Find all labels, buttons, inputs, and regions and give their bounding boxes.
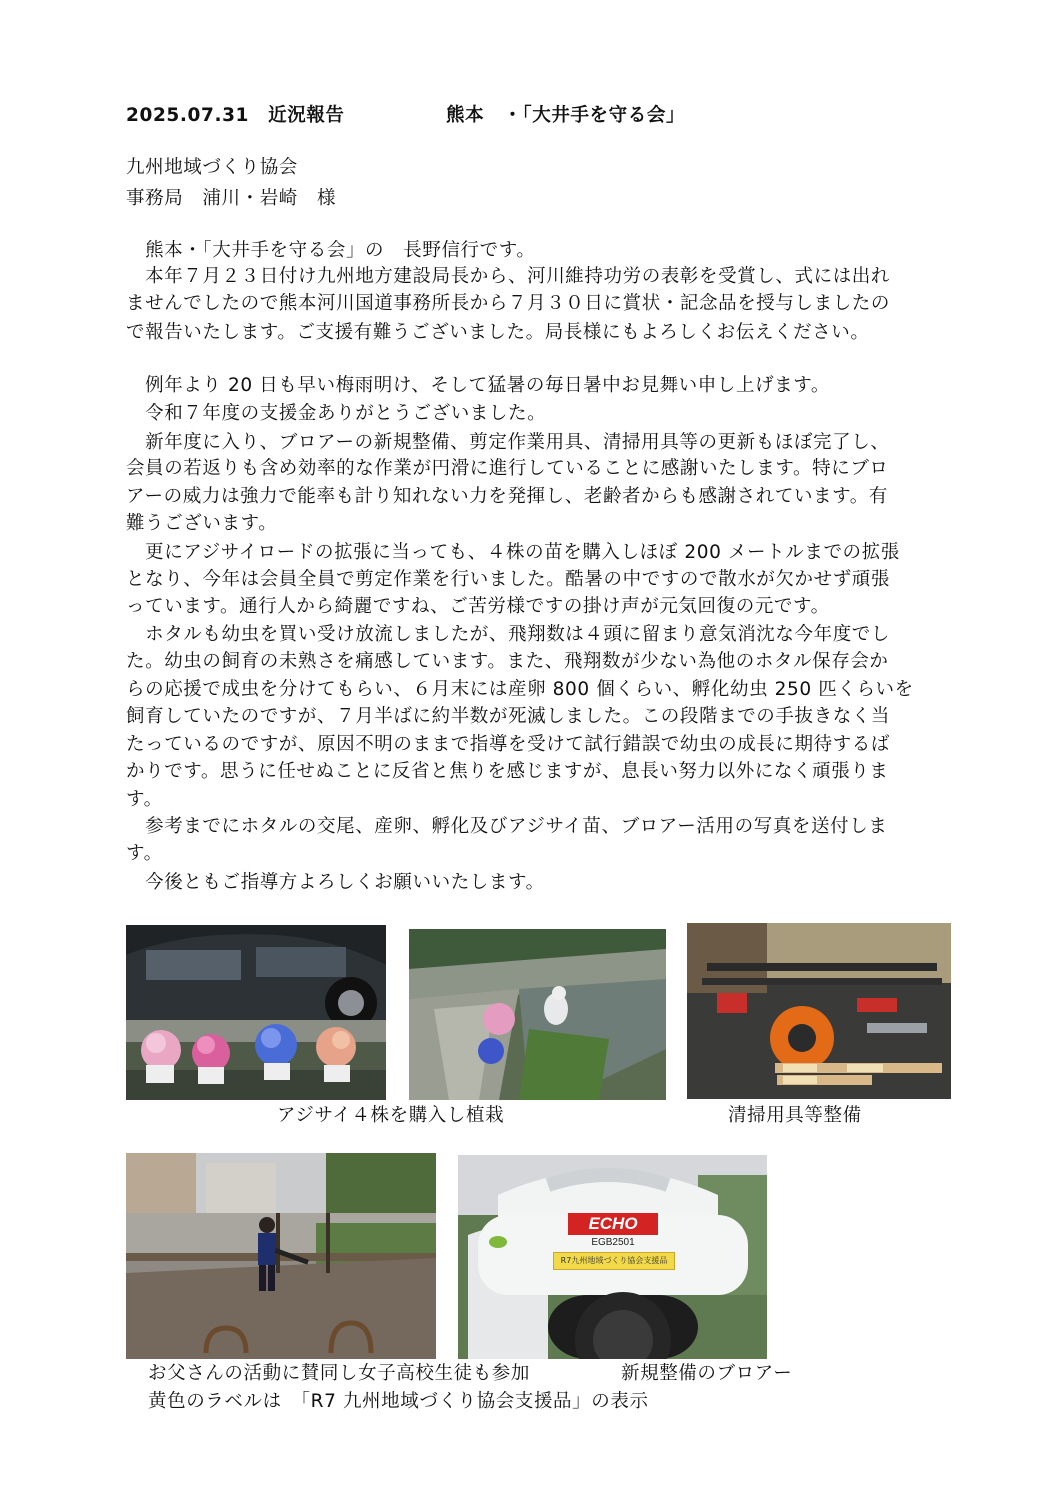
- body-line: 参考までにホタルの交尾、産卵、孵化及びアジサイ苗、ブロアー活用の写真を送付しま: [126, 816, 888, 837]
- echo-brand-logo: ECHO: [568, 1213, 658, 1235]
- body-line: 今後ともご指導方よろしくお願いいたします。: [126, 872, 545, 893]
- caption-label-note: 黄色のラベルは 「R7 九州地域づくり協会支援品」の表示: [148, 1391, 649, 1412]
- caption-tools: 清掃用具等整備: [728, 1105, 862, 1126]
- photo-riverbank-work: [409, 929, 666, 1100]
- body-line: アーの威力は強力で能率も計り知れない力を発揮し、老齢者からも感謝されています。有: [126, 486, 888, 507]
- body-line: た。幼虫の飼育の未熟さを痛感しています。また、飛翔数が少ない為他のホタル保存会か: [126, 651, 889, 672]
- blower-model-label: EGB2501: [591, 1237, 635, 1248]
- body-line: っています。通行人から綺麗ですね、ご苦労様ですの掛け声が元気回復の元です。: [126, 596, 830, 617]
- body-line: ホタルも幼虫を買い受け放流しましたが、飛翔数は４頭に留まり意気消沈な今年度でし: [126, 624, 891, 645]
- body-line: 例年より 20 日も早い梅雨明け、そして猛暑の毎日暑中お見舞い申し上げます。: [126, 375, 830, 396]
- caption-hydrangea: アジサイ４株を購入し植栽: [277, 1105, 505, 1126]
- body-line: 会員の若返りも含め効率的な作業が円滑に進行していることに感謝いたします。特にブロ: [126, 458, 889, 479]
- photo-hydrangea-planting: [126, 925, 386, 1100]
- body-line: ませんでしたので熊本河川国道事務所長から７月３０日に賞状・記念品を授与しましたの: [126, 293, 891, 314]
- body-line: 新年度に入り、ブロアーの新規整備、剪定作業用具、清掃用具等の更新もほぼ完了し、: [126, 432, 890, 453]
- body-line: となり、今年は会員全員で剪定作業を行いました。酷暑の中ですので散水が欠かせず頑張: [126, 569, 891, 590]
- caption-student: お父さんの活動に賛同し女子高校生徒も参加: [148, 1363, 531, 1384]
- body-line: 本年７月２３日付け九州地方建設局長から、河川維持功労の表彰を受賞し、式には出れ: [126, 266, 891, 287]
- body-line: 難うございます。: [126, 513, 278, 534]
- body-line: たっているのですが、原因不明のままで指導を受けて試行錯誤で幼虫の成長に期待するば: [126, 734, 891, 755]
- recipient-line-2: 事務局 浦川・岩崎 様: [126, 188, 337, 209]
- caption-blower: 新規整備のブロアー: [621, 1363, 793, 1384]
- date-title: 2025.07.31 近況報告: [126, 105, 345, 126]
- body-line: 飼育していたのですが、７月半ばに約半数が死滅しました。この段階までの手抜きなく当: [126, 706, 891, 727]
- body-line: す。: [126, 843, 163, 864]
- body-line: 令和７年度の支援金ありがとうございました。: [126, 403, 547, 424]
- body-line: らの応援で成虫を分けてもらい、６月末には産卵 800 個くらい、孵化幼虫 250 匹くらいを: [126, 679, 914, 700]
- body-line: かりです。思うに任せぬことに反省と焦りを感じますが、息長い努力以外になく頑張りま: [126, 761, 889, 782]
- support-sticker: R7九州地域づくり協会支援品: [553, 1252, 675, 1270]
- photo-echo-blower: [458, 1155, 767, 1359]
- org-title: 熊本 ・「大井手を守る会」: [446, 105, 686, 126]
- photo-student-blower: [126, 1153, 436, 1359]
- body-line: す。: [126, 789, 163, 810]
- report-date-title: [126, 103, 986, 129]
- photo-cleaning-tools: [687, 923, 951, 1099]
- body-line: で報告いたします。ご支援有難うございました。局長様にもよろしくお伝えください。: [126, 322, 870, 343]
- recipient-line-1: 九州地域づくり協会: [126, 157, 298, 178]
- body-line: 熊本・「大井手を守る会」の 長野信行です。: [126, 240, 536, 261]
- body-line: 更にアジサイロードの拡張に当っても、４株の苗を購入しほぼ 200 メートルまでの拡張: [126, 542, 900, 563]
